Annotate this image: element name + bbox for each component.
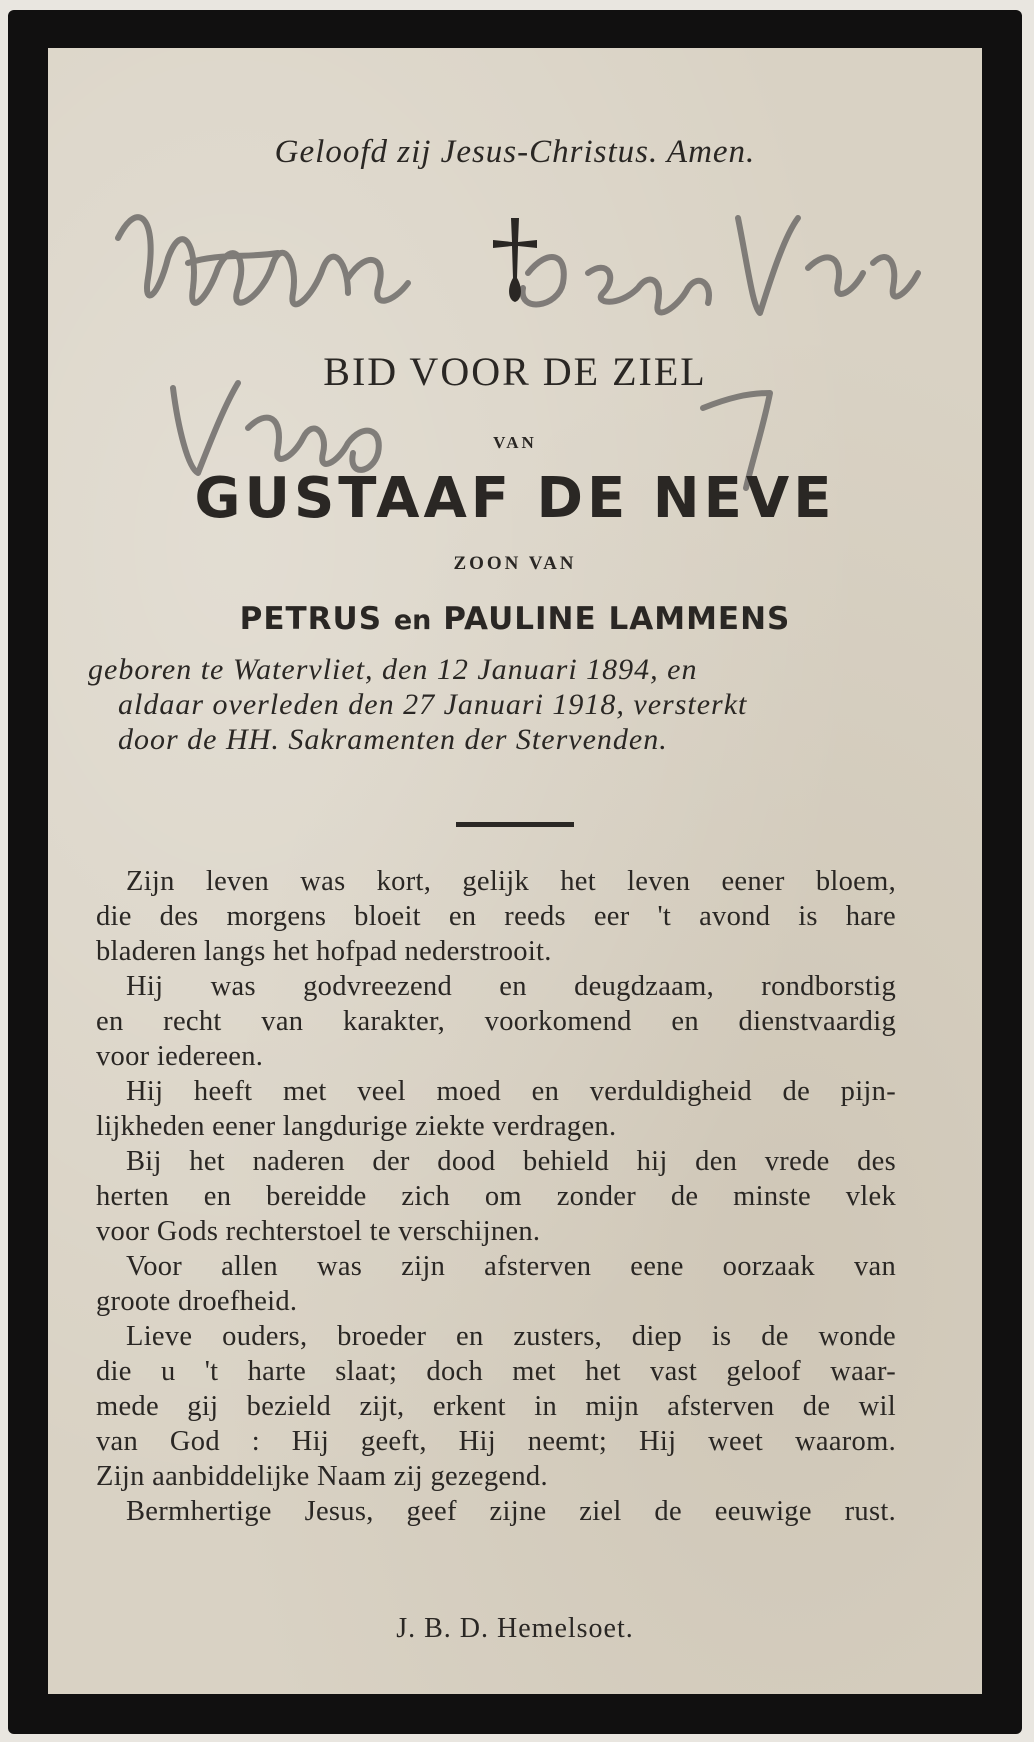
parents-conjunction: en (393, 605, 432, 636)
printer-name: J. B. D. Hemelsoet. (396, 1613, 634, 1644)
body-line: die u 't harte slaat; doch met het vast geloof waar- (96, 1356, 896, 1387)
body-line: voor iedereen. (96, 1041, 264, 1072)
body-line: Lieve ouders, broeder en zusters, diep is de wonde (126, 1321, 896, 1352)
divider-rule (456, 822, 574, 827)
body-line: die des morgens bloeit en reeds eer 't avond is hare (96, 901, 896, 932)
body-line: lijkheden eener langdurige ziekte verdragen. (96, 1111, 617, 1142)
deceased-name: GUSTAAF DE NEVE (194, 466, 836, 531)
bio-line: door de HH. Sakramenten der Stervenden. (118, 723, 668, 756)
cross-icon (491, 216, 539, 304)
mourning-card-border (8, 10, 1022, 1734)
body-line: Hij heeft met veel moed en verduldigheid de pijn- (126, 1076, 896, 1107)
body-line: voor Gods rechterstoel te verschijnen. (96, 1216, 541, 1247)
body-line: bladeren langs het hofpad nederstrooit. (96, 936, 552, 967)
body-line: herten en bereidde zich om zonder de minste vlek (96, 1181, 896, 1212)
body-line: mede gij bezield zijt, erkent in mijn afsterven de wil (96, 1391, 896, 1422)
bio-line: geboren te Watervliet, den 12 Januari 1894, en (88, 653, 698, 686)
body-line: Bij het naderen der dood behield hij den vrede des (126, 1146, 896, 1177)
body-line: Zijn leven was kort, gelijk het leven eener bloem, (126, 866, 896, 897)
mourning-card (48, 48, 982, 1694)
father-name: PETRUS (239, 601, 383, 637)
body-line: Hij was godvreezend en deugdzaam, rondborstig (126, 971, 896, 1002)
van-label: VAN (493, 433, 537, 452)
bio-line: aldaar overleden den 27 Januari 1918, versterkt (118, 688, 748, 721)
body-line: Bermhertige Jesus, geef zijne ziel de eeuwige rust. (126, 1496, 896, 1527)
body-line: van God : Hij geeft, Hij neemt; Hij weet waarom. (96, 1426, 896, 1457)
invocation: Geloofd zij Jesus-Christus. Amen. (274, 134, 756, 170)
body-line: Voor allen was zijn afsterven eene oorzaak van (126, 1251, 896, 1282)
zoon-van-label: ZOON VAN (453, 553, 577, 574)
body-line: groote droefheid. (96, 1286, 298, 1317)
card-title: BID VOOR DE ZIEL (323, 349, 707, 394)
body-line: Zijn aanbiddelijke Naam zij gezegend. (96, 1461, 548, 1492)
mother-name: PAULINE LAMMENS (443, 601, 791, 637)
body-line: en recht van karakter, voorkomend en dienstvaardig (96, 1006, 896, 1037)
parents-line (48, 601, 982, 637)
